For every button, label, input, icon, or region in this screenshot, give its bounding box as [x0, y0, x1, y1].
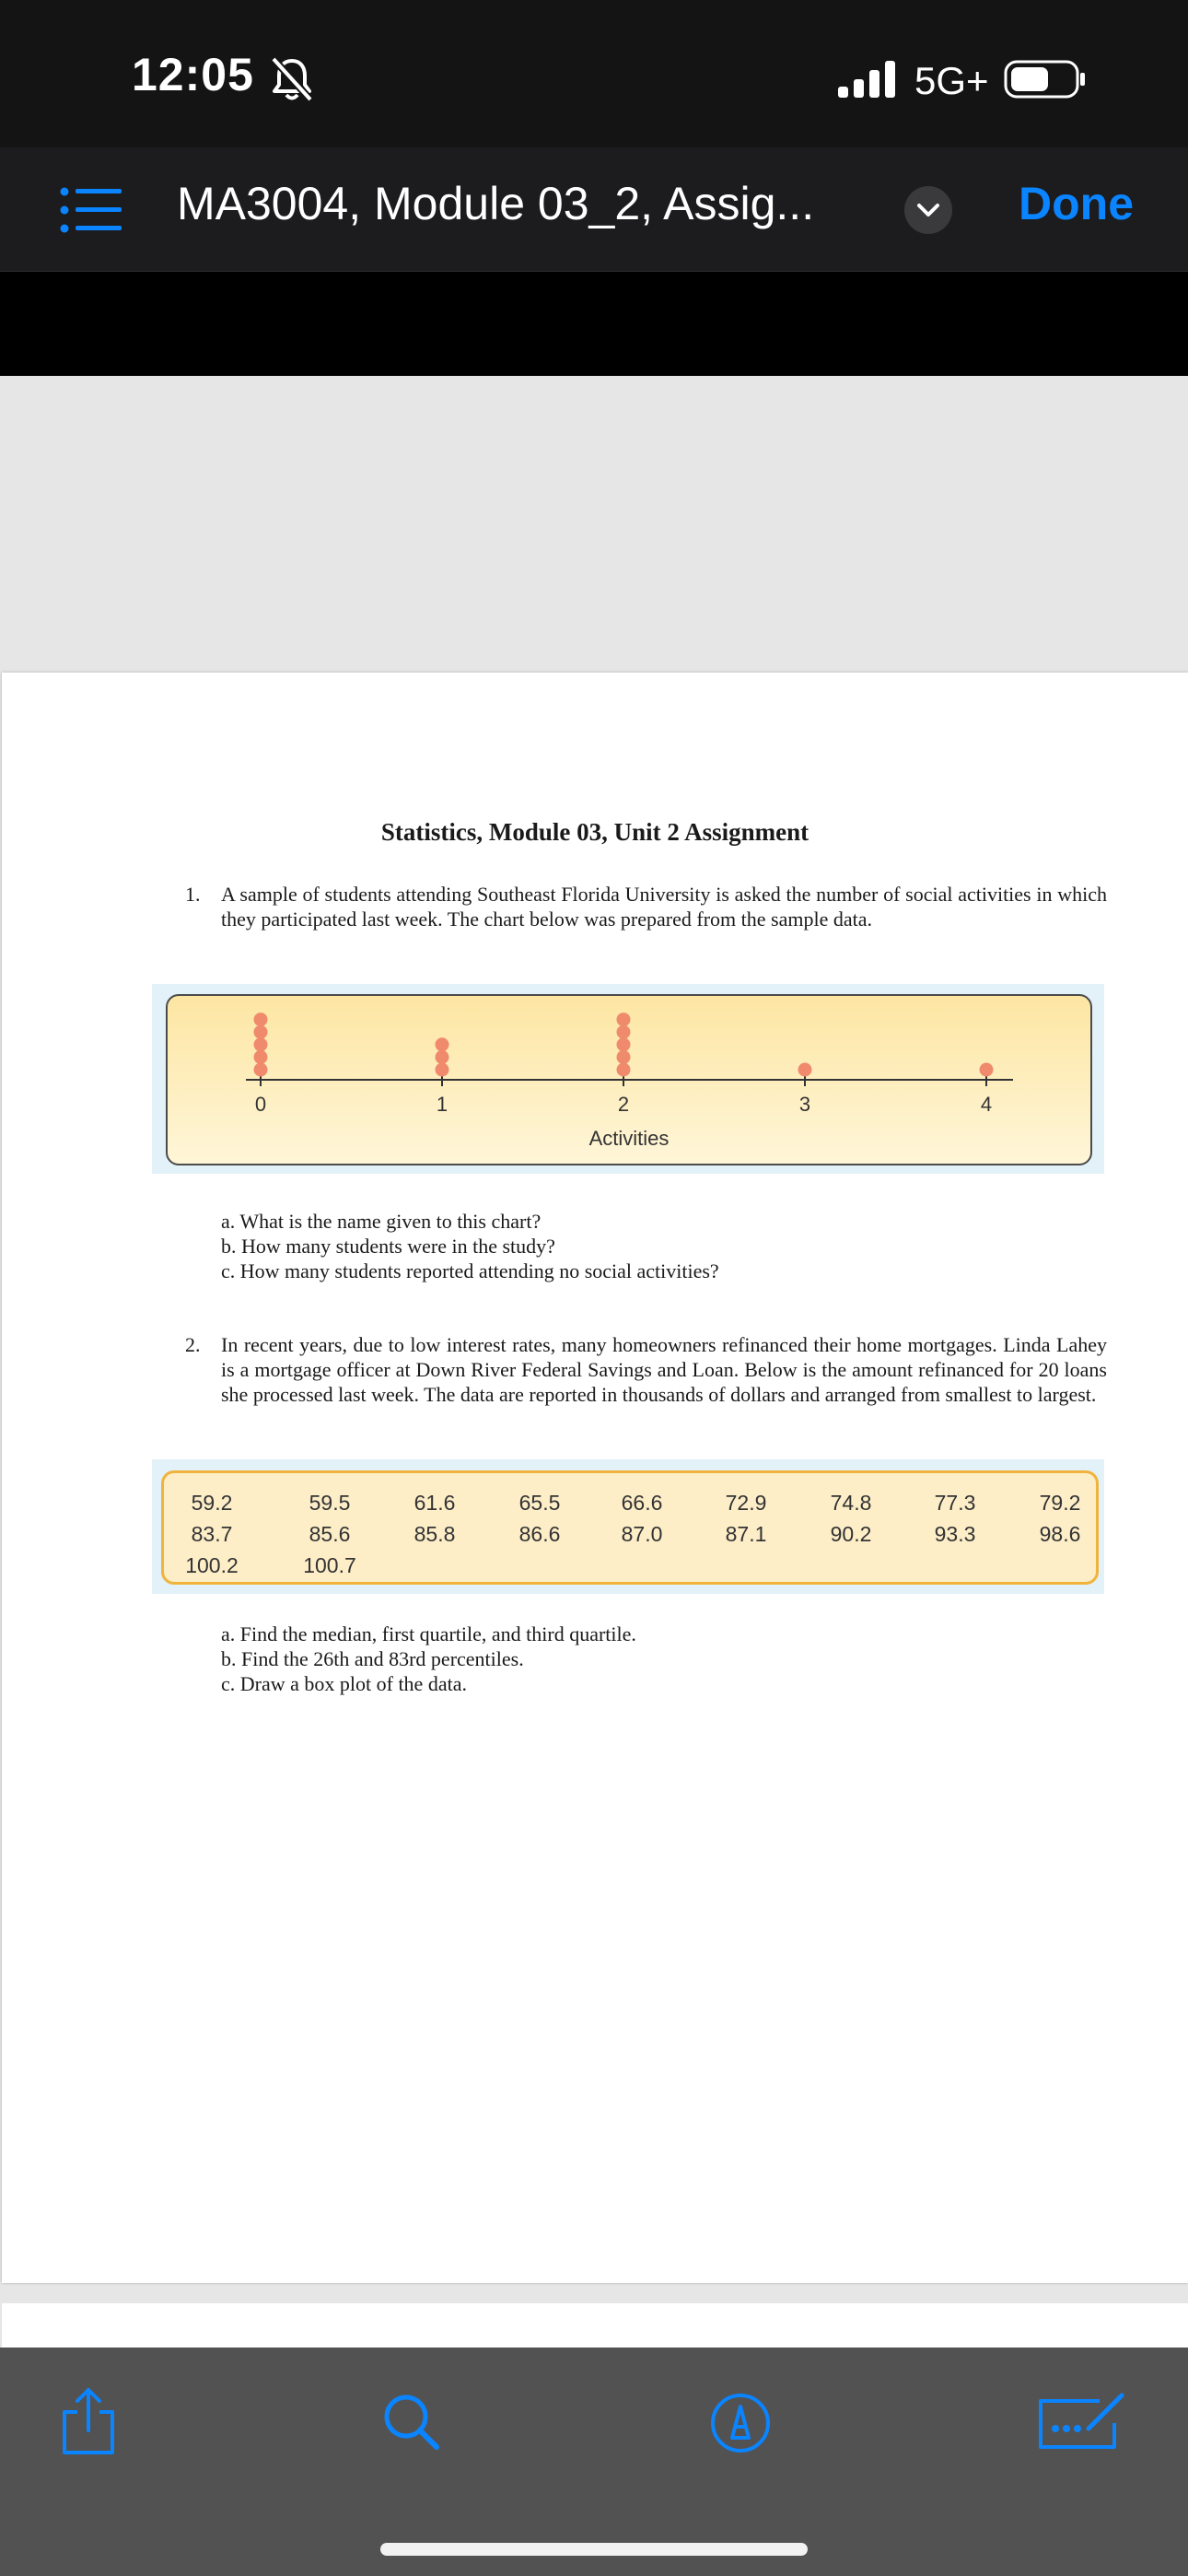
question-2a: a. Find the median, first quartile, and third quartile.: [221, 1622, 636, 1645]
outline-list-icon[interactable]: [59, 186, 123, 234]
table-cell: 66.6: [621, 1491, 663, 1515]
question-2-number: 2.: [185, 1333, 201, 1356]
table-cell: 79.2: [1039, 1491, 1081, 1515]
page-title: Statistics, Module 03, Unit 2 Assignment: [380, 818, 809, 846]
dot-plot-point: [254, 1013, 268, 1026]
dot-plot: [166, 994, 1092, 1165]
table-cell: 83.7: [191, 1522, 233, 1546]
table-cell: 65.5: [518, 1491, 561, 1515]
dot-plot-point: [617, 1037, 631, 1051]
table-cell: 100.2: [185, 1553, 239, 1577]
bottom-toolbar: [0, 2348, 1188, 2576]
document-page[interactable]: [2, 673, 1188, 2283]
table-cell: 85.8: [413, 1522, 456, 1546]
chevron-down-icon: [916, 200, 940, 220]
title-menu-button[interactable]: [904, 186, 952, 234]
table-cell: 86.6: [518, 1522, 561, 1546]
table-cell: 98.6: [1039, 1522, 1081, 1546]
question-2-text: In recent years, due to low interest rates, many homeowners refinanced their home mortgages. Linda Lahey is a mortgage officer at Down River Federal Savings and Loan. Below is the amount refinanced for 20 loans she processed last week. The data are reported in thousands of dollars and arranged from smallest to largest.: [221, 1333, 1107, 1406]
dot-plot-tick-label: 3: [798, 1093, 811, 1116]
table-cell: 72.9: [725, 1491, 767, 1515]
dot-plot-xlabel: Activities: [588, 1127, 670, 1150]
status-time: 12:05: [132, 49, 254, 100]
dot-plot-point: [617, 1063, 631, 1077]
table-cell: 87.0: [621, 1522, 663, 1546]
dot-plot-point: [436, 1037, 449, 1051]
question-1b: b. How many students were in the study?: [221, 1235, 555, 1258]
search-icon[interactable]: [381, 2392, 442, 2453]
markup-icon[interactable]: [709, 2392, 772, 2454]
done-button[interactable]: Done: [1019, 178, 1134, 229]
next-page[interactable]: [2, 2303, 1188, 2348]
dot-plot-point: [254, 1025, 268, 1039]
home-indicator[interactable]: [380, 2543, 808, 2556]
table-cell: 90.2: [830, 1522, 872, 1546]
table-cell: 74.8: [830, 1491, 872, 1515]
table-cell: 85.6: [309, 1522, 351, 1546]
question-2b: b. Find the 26th and 83rd percentiles.: [221, 1647, 524, 1670]
table-cell: 87.1: [725, 1522, 767, 1546]
dot-plot-point: [436, 1063, 449, 1077]
dot-plot-tick-label: 2: [617, 1093, 630, 1116]
top-chrome: [0, 0, 1188, 272]
share-icon[interactable]: [59, 2386, 118, 2456]
form-fill-icon[interactable]: [1037, 2392, 1125, 2451]
dot-plot-point: [254, 1050, 268, 1064]
dot-plot-tick-label: 4: [980, 1093, 993, 1116]
dot-plot-tick-label: 1: [436, 1093, 448, 1116]
table-cell: 100.7: [303, 1553, 356, 1577]
dot-plot-point: [617, 1025, 631, 1039]
question-1a: a. What is the name given to this chart?: [221, 1210, 542, 1233]
question-2c: c. Draw a box plot of the data.: [221, 1672, 467, 1695]
dot-plot-point: [254, 1063, 268, 1077]
signal-icon: [836, 59, 901, 100]
document-title[interactable]: MA3004, Module 03_2, Assig...: [177, 178, 815, 229]
question-1-text: A sample of students attending Southeast Florida University is asked the number of social activities in which they participated last week. The chart below was prepared from the sample data.: [221, 883, 1107, 931]
toolbar-spacer: [0, 272, 1188, 376]
dot-plot-point: [254, 1037, 268, 1051]
dot-plot-tick-label: 0: [254, 1093, 267, 1116]
table-cell: 77.3: [934, 1491, 976, 1515]
dot-plot-point: [798, 1063, 812, 1077]
bell-slash-icon: [269, 55, 315, 103]
document-header: [0, 147, 1188, 272]
question-1-number: 1.: [185, 883, 201, 906]
dot-plot-point: [436, 1050, 449, 1064]
question-1c: c. How many students reported attending no social activities?: [221, 1259, 719, 1282]
table-cell: 59.2: [191, 1491, 233, 1515]
dot-plot-point: [617, 1050, 631, 1064]
table-cell: 59.5: [309, 1491, 351, 1515]
table-cell: 61.6: [413, 1491, 456, 1515]
dot-plot-point: [980, 1063, 994, 1077]
battery-icon: [1004, 59, 1087, 100]
dot-plot-point: [617, 1013, 631, 1026]
network-label: 5G+: [914, 59, 989, 102]
table-cell: 93.3: [934, 1522, 976, 1546]
